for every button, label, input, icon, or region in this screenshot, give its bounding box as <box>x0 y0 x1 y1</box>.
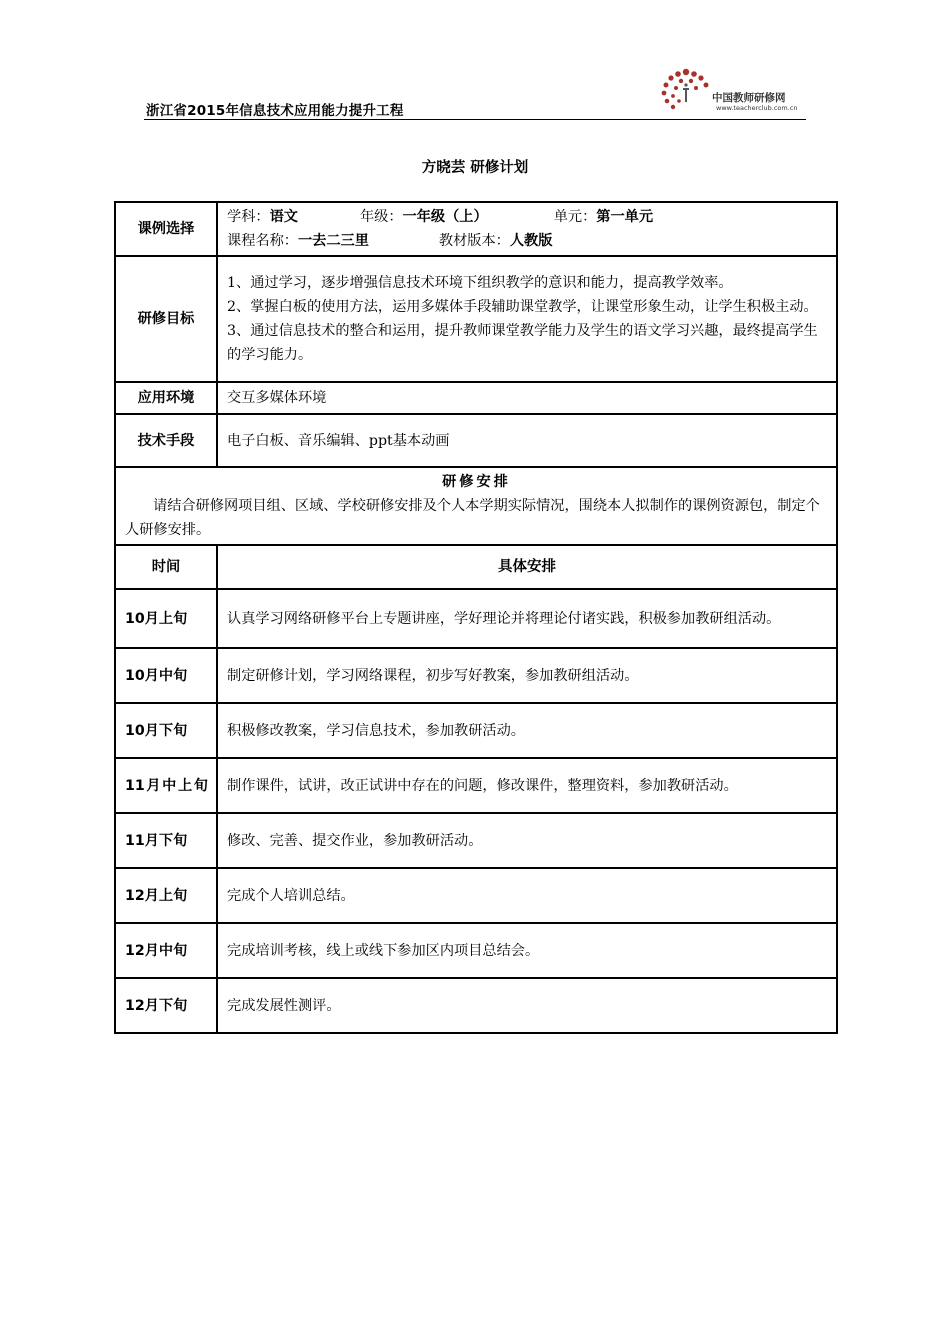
techniques-label: 技术手段 <box>115 414 217 467</box>
unit-label: 单元： <box>553 209 597 225</box>
row-time: 10月中旬 <box>115 648 217 703</box>
goals-label: 研修目标 <box>115 256 217 382</box>
row-detail: 修改、完善、提交作业，参加教研活动。 <box>217 813 837 868</box>
grade-label: 年级： <box>359 209 403 225</box>
edition-label: 教材版本： <box>438 233 510 249</box>
grade-value: 一年级（上） <box>402 209 488 225</box>
techniques-row <box>115 414 837 467</box>
table-row <box>115 589 837 648</box>
arrangement-intro: 请结合研修网项目组、区域、学校研修安排及个人本学期实际情况，围绕本人拟制作的课例资源包，制定个人研修安排。 <box>125 498 820 538</box>
unit-value: 第一单元 <box>596 209 654 225</box>
edition-value: 人教版 <box>509 233 553 249</box>
row-detail: 完成发展性测评。 <box>217 978 837 1033</box>
goal-item: 1、通过学习，逐步增强信息技术环境下组织教学的意识和能力，提高教学效率。 <box>227 275 733 291</box>
arrangement-heading: 研修安排 <box>442 474 511 490</box>
detail-column-header: 具体安排 <box>217 545 837 589</box>
arrangement-intro-cell <box>115 467 837 545</box>
row-detail: 认真学习网络研修平台上专题讲座，学好理论并将理论付诸实践，积极参加教研组活动。 <box>217 589 837 648</box>
techniques-value: 电子白板、音乐编辑、ppt基本动画 <box>217 414 837 467</box>
table-row <box>115 648 837 703</box>
goal-item: 2、掌握白板的使用方法，运用多媒体手段辅助课堂教学，让课堂形象生动，让学生积极主动。 <box>227 299 818 315</box>
row-detail: 积极修改教案，学习信息技术，参加教研活动。 <box>217 703 837 758</box>
table-row <box>115 868 837 923</box>
project-title: 浙江省2015年信息技术应用能力提升工程 <box>146 103 404 119</box>
page-title: 方晓芸 研修计划 <box>421 160 529 176</box>
row-time: 12月下旬 <box>115 978 217 1033</box>
row-time: 10月下旬 <box>115 703 217 758</box>
row-detail: 制定研修计划，学习网络课程，初步写好教案，参加教研组活动。 <box>217 648 837 703</box>
course-selection-label: 课例选择 <box>115 202 217 256</box>
logo-url: www.teacherclub.com.cn <box>716 104 798 112</box>
course-selection-row <box>115 202 837 256</box>
course-name-label: 课程名称： <box>227 233 298 249</box>
logo-name: 中国教师研修网 <box>712 92 786 104</box>
environment-value: 交互多媒体环境 <box>217 382 837 414</box>
subject-value: 语文 <box>269 209 298 225</box>
course-selection-content <box>217 202 837 256</box>
row-time: 11月下旬 <box>115 813 217 868</box>
goal-item: 3、通过信息技术的整合和运用，提升教师课堂教学能力及学生的语文学习兴趣，最终提高学生的学习能力。 <box>227 323 818 363</box>
logo-dots-icon <box>656 66 716 116</box>
row-detail: 完成个人培训总结。 <box>217 868 837 923</box>
table-row <box>115 923 837 978</box>
table-row <box>115 703 837 758</box>
teacher-club-logo <box>656 66 816 118</box>
row-time: 11月中上旬 <box>115 758 217 813</box>
table-row <box>115 813 837 868</box>
time-column-header: 时间 <box>115 545 217 589</box>
table-row <box>115 758 837 813</box>
table-row <box>115 978 837 1033</box>
environment-label: 应用环境 <box>115 382 217 414</box>
header-divider <box>144 119 806 120</box>
subject-label: 学科： <box>227 209 270 225</box>
arrangement-intro-row <box>115 467 837 545</box>
goals-row <box>115 256 837 382</box>
row-time: 12月中旬 <box>115 923 217 978</box>
arrangement-header-row <box>115 545 837 589</box>
plan-table <box>114 201 838 1034</box>
environment-row <box>115 382 837 414</box>
goals-content <box>217 256 837 382</box>
row-time: 12月上旬 <box>115 868 217 923</box>
row-detail: 完成培训考核，线上或线下参加区内项目总结会。 <box>217 923 837 978</box>
row-time: 10月上旬 <box>115 589 217 648</box>
row-detail: 制作课件，试讲，改正试讲中存在的问题，修改课件，整理资料，参加教研活动。 <box>217 758 837 813</box>
course-name-value: 一去二三里 <box>297 233 369 249</box>
